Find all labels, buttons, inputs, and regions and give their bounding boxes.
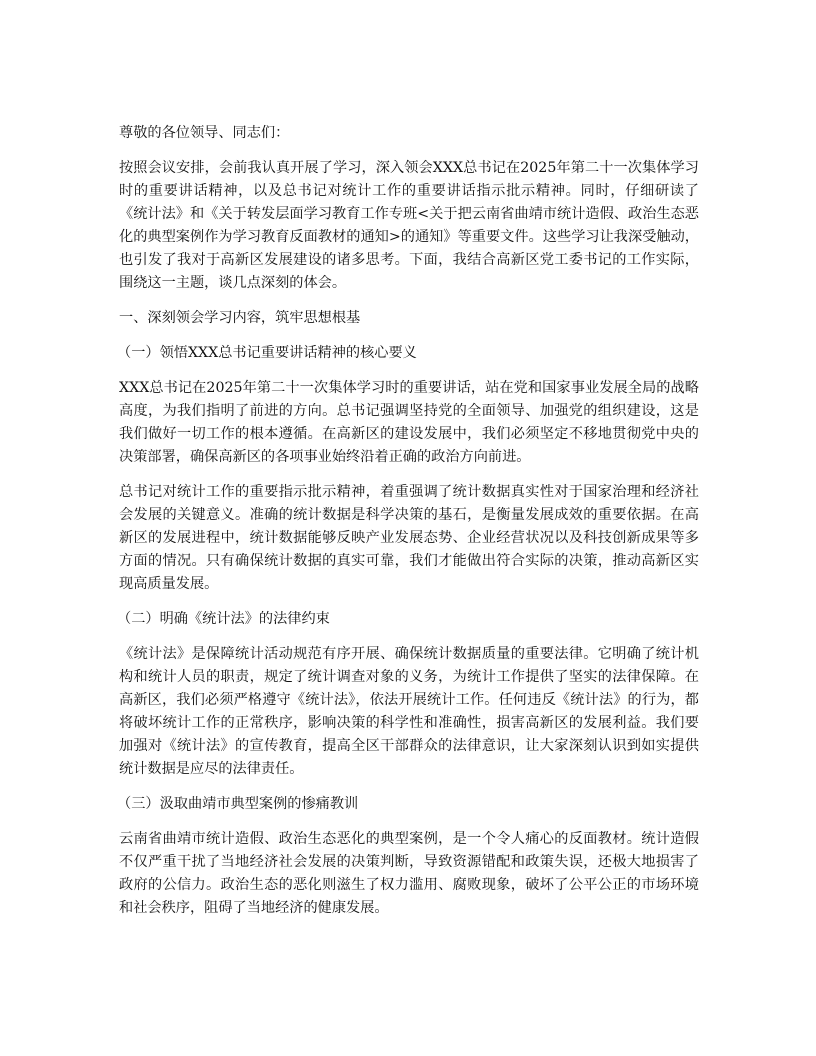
paragraph: 云南省曲靖市统计造假、政治生态恶化的典型案例，是一个令人痛心的反面教材。统计造假不仅严重干扰了当地经济社会发展的决策判断，导致资源错配和政策失误，还极大地损害了政府的公信力。政治生态的恶化则滋生了权力滥用、腐败现象，破坏了公平公正的市场环境和社会秩序，阻碍了当地经济的健康发展。 <box>119 831 699 916</box>
salutation: 尊敬的各位领导、同志们： <box>119 125 290 141</box>
document-body <box>119 122 699 932</box>
paragraph: XXX总书记在2025年第二十一次集体学习时的重要讲话，站在党和国家事业发展全局的战略高度，为我们指明了前进的方向。总书记强调坚持党的全面领导、加强党的组织建设，这是我们做好一切工作的根本遵循。在高新区的建设发展中，我们必须坚定不移地贯彻党中央的决策部署，确保高新区的各项事业始终沿着正确的政治方向前进。 <box>119 380 699 465</box>
paragraph: 总书记对统计工作的重要指示批示精神，着重强调了统计数据真实性对于国家治理和经济社会发展的关键意义。准确的统计数据是科学决策的基石，是衡量发展成效的重要依据。在高新区的发展进程中，统计数据能够反映产业发展态势、企业经营状况以及科技创新成果等多方面的情况。只有确保统计数据的真实可靠，我们才能做出符合实际的决策，推动高新区实现高质量发展。 <box>119 484 699 592</box>
subsection-heading-2: （二）明确《统计法》的法律约束 <box>117 611 330 627</box>
intro-paragraph: 按照会议安排，会前我认真开展了学习，深入领会XXX总书记在2025年第二十一次集体学习时的重要讲话精神，以及总书记对统计工作的重要讲话指示批示精神。同时，仔细研读了《统计法》和《关于转发层面学习教育工作专班<关于把云南省曲靖市统计造假、政治生态恶化的典型案例作为学习教育反面教材的通知>的通知》等重要文件。这些学习让我深受触动，也引发了我对于高新区发展建设的诸多思考。下面，我结合高新区党工委书记的工作实际，围绕这一主题，谈几点深刻的体会。 <box>119 160 699 291</box>
paragraph: 《统计法》是保障统计活动规范有序开展、确保统计数据质量的重要法律。它明确了统计机构和统计人员的职责，规定了统计调查对象的义务，为统计工作提供了坚实的法律保障。在高新区，我们必须严格遵守《统计法》，依法开展统计工作。任何违反《统计法》的行为，都将破坏统计工作的正常秩序，影响决策的科学性和准确性，损害高新区的发展利益。我们要加强对《统计法》的宣传教育，提高全区干部群众的法律意识，让大家深刻认识到如实提供统计数据是应尽的法律责任。 <box>119 646 699 777</box>
subsection-heading-3: （三）汲取曲靖市典型案例的惨痛教训 <box>117 796 359 812</box>
section-heading-1: 一、深刻领会学习内容，筑牢思想根基 <box>119 310 361 326</box>
subsection-heading-1: （一）领悟XXX总书记重要讲话精神的核心要义 <box>117 345 417 361</box>
